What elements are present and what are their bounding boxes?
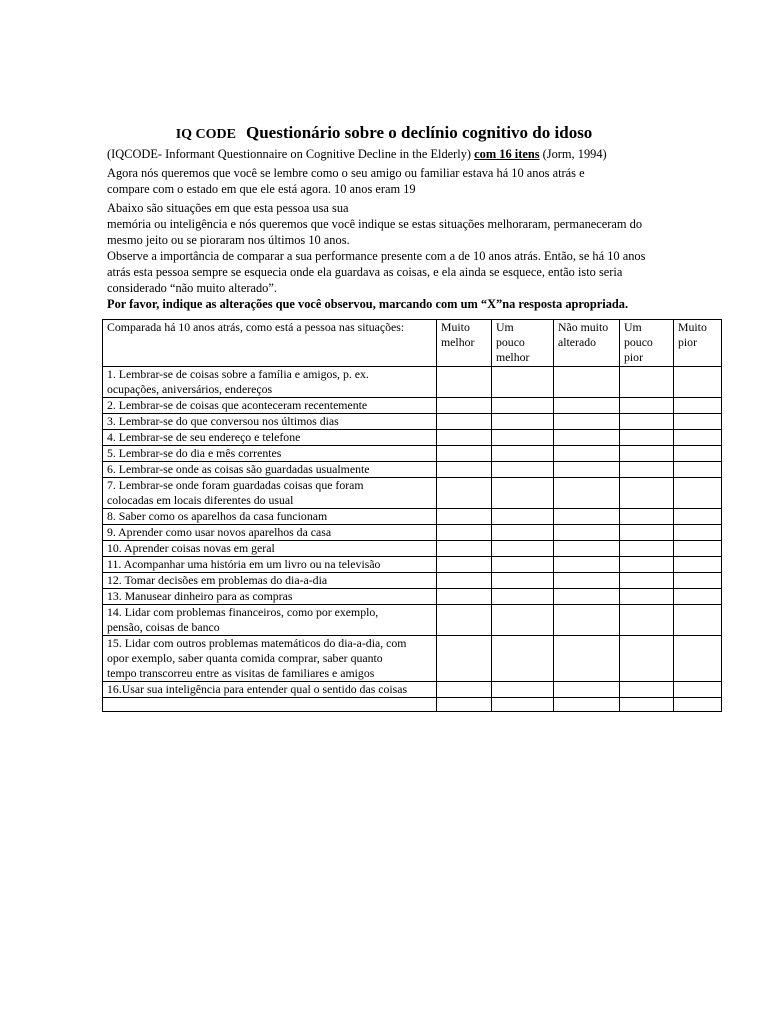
intro-line-source [107, 146, 667, 162]
answer-cell[interactable] [620, 605, 674, 636]
table-row [103, 430, 722, 446]
answer-cell[interactable] [554, 430, 620, 446]
table-row [103, 446, 722, 462]
answer-cell[interactable] [437, 509, 492, 525]
question-cell [103, 367, 437, 398]
answer-cell[interactable] [620, 462, 674, 478]
table-header-row [103, 320, 722, 367]
table-row [103, 462, 722, 478]
intro-p2-line: Observe a importância de comparar a sua performance presente com a de 10 anos atrás. Então, se há 10 anos [107, 249, 646, 263]
answer-cell[interactable] [492, 398, 554, 414]
option-label: Muito [441, 320, 470, 334]
question-text: 7. Lembrar-se onde foram guardadas coisas que foram [107, 478, 364, 492]
answer-cell[interactable] [437, 446, 492, 462]
intro-p1-line: compare com o estado em que ele está agora. 10 anos eram 19 [107, 182, 416, 196]
questionnaire-table [102, 319, 722, 712]
answer-cell[interactable] [620, 682, 674, 698]
question-text: colocadas em locais diferentes do usual [107, 493, 294, 507]
option-label: alterado [558, 335, 596, 349]
intro-p2-line: mesmo jeito ou se pioraram nos últimos 10 anos. [107, 233, 350, 247]
blank-cell [437, 698, 492, 712]
blank-cell [103, 698, 437, 712]
table-row [103, 525, 722, 541]
question-cell [103, 589, 437, 605]
answer-cell[interactable] [437, 478, 492, 509]
instruction-text: Por favor, indique as alterações que você observou, marcando com um “X”na resposta apropriada. [107, 297, 629, 311]
question-cell [103, 462, 437, 478]
answer-cell[interactable] [437, 414, 492, 430]
intro-p2-line: memória ou inteligência e nós queremos que você indique se estas situações melhoraram, permaneceram do [107, 217, 643, 231]
answer-cell[interactable] [674, 414, 722, 430]
header-option-muito-melhor [437, 320, 492, 367]
question-cell [103, 509, 437, 525]
table-row [103, 541, 722, 557]
answer-cell[interactable] [554, 509, 620, 525]
intro-text [107, 146, 667, 312]
answer-cell[interactable] [620, 573, 674, 589]
question-text: 9. Aprender como usar novos aparelhos da casa [107, 525, 332, 539]
answer-cell[interactable] [492, 430, 554, 446]
answer-cell[interactable] [674, 430, 722, 446]
question-text: tempo transcorreu entre as visitas de familiares e amigos [107, 666, 375, 680]
option-label: Não muito [558, 320, 609, 334]
option-label: Um [624, 320, 642, 334]
blank-cell [620, 698, 674, 712]
question-text: 11. Acompanhar uma história em um livro ou na televisão [107, 557, 381, 571]
answer-cell[interactable] [620, 557, 674, 573]
answer-cell[interactable] [620, 589, 674, 605]
question-text: 10. Aprender coisas novas em geral [107, 541, 275, 555]
answer-cell[interactable] [437, 682, 492, 698]
answer-cell[interactable] [492, 636, 554, 682]
intro-p1-line: Agora nós queremos que você se lembre como o seu amigo ou familiar estava há 10 anos atrás e [107, 166, 585, 180]
table-row [103, 367, 722, 398]
question-text: 13. Manusear dinheiro para as compras [107, 589, 293, 603]
answer-cell[interactable] [437, 430, 492, 446]
question-text: 3. Lembrar-se do que conversou nos últimos dias [107, 414, 339, 428]
answer-cell[interactable] [554, 525, 620, 541]
question-cell [103, 541, 437, 557]
question-text: 15. Lidar com outros problemas matemáticos do dia-a-dia, com [107, 636, 407, 650]
question-cell [103, 430, 437, 446]
answer-cell[interactable] [620, 446, 674, 462]
answer-cell[interactable] [620, 430, 674, 446]
answer-cell[interactable] [620, 478, 674, 509]
answer-cell[interactable] [674, 605, 722, 636]
answer-cell[interactable] [674, 398, 722, 414]
question-text: 6. Lembrar-se onde as coisas são guardadas usualmente [107, 462, 370, 476]
answer-cell[interactable] [554, 478, 620, 509]
answer-cell[interactable] [492, 446, 554, 462]
answer-cell[interactable] [492, 367, 554, 398]
intro-paragraph-2 [107, 200, 667, 296]
answer-cell[interactable] [674, 446, 722, 462]
answer-cell[interactable] [437, 636, 492, 682]
answer-cell[interactable] [674, 525, 722, 541]
intro-source-text: (IQCODE- Informant Questionnaire on Cognitive Decline in the Elderly) [107, 147, 475, 161]
answer-cell[interactable] [554, 367, 620, 398]
title-main: Questionário sobre o declínio cognitivo do idoso [245, 123, 593, 142]
header-option-um-pouco-pior [620, 320, 674, 367]
answer-cell[interactable] [674, 509, 722, 525]
question-text: 5. Lembrar-se do dia e mês correntes [107, 446, 282, 460]
header-question-cell [103, 320, 437, 367]
item-count-emphasis: com 16 itens [474, 147, 540, 161]
option-label: Muito [678, 320, 707, 334]
option-label: pior [624, 350, 644, 364]
question-text: 4. Lembrar-se de seu endereço e telefone [107, 430, 301, 444]
question-cell [103, 682, 437, 698]
answer-cell[interactable] [492, 525, 554, 541]
intro-citation: (Jorm, 1994) [539, 147, 607, 161]
blank-cell [674, 698, 722, 712]
intro-p2-line: atrás esta pessoa sempre se esquecia onde ela guardava as coisas, e ela ainda se esquece, então isto seria [107, 265, 623, 279]
answer-cell[interactable] [492, 462, 554, 478]
header-option-um-pouco-melhor [492, 320, 554, 367]
option-label: melhor [441, 335, 475, 349]
answer-cell[interactable] [674, 462, 722, 478]
blank-cell [492, 698, 554, 712]
answer-cell[interactable] [492, 509, 554, 525]
option-label: pior [678, 335, 698, 349]
answer-cell[interactable] [620, 509, 674, 525]
table-row [103, 478, 722, 509]
answer-cell[interactable] [554, 682, 620, 698]
table-row [103, 589, 722, 605]
answer-cell[interactable] [674, 573, 722, 589]
answer-cell[interactable] [554, 462, 620, 478]
answer-cell[interactable] [437, 541, 492, 557]
question-cell [103, 525, 437, 541]
answer-cell[interactable] [674, 367, 722, 398]
answer-cell[interactable] [674, 682, 722, 698]
document-title [0, 123, 768, 143]
answer-cell[interactable] [674, 557, 722, 573]
answer-cell[interactable] [554, 541, 620, 557]
answer-cell[interactable] [492, 605, 554, 636]
question-cell [103, 605, 437, 636]
answer-cell[interactable] [492, 573, 554, 589]
header-question-label: Comparada há 10 anos atrás, como está a pessoa nas situações: [107, 320, 405, 334]
blank-row [103, 698, 722, 712]
answer-cell[interactable] [492, 541, 554, 557]
question-text: ocupações, aniversários, endereços [107, 382, 273, 396]
answer-cell[interactable] [492, 478, 554, 509]
question-text: pensão, coisas de banco [107, 620, 220, 634]
answer-cell[interactable] [620, 525, 674, 541]
intro-p2-line: considerado “não muito alterado”. [107, 281, 277, 295]
blank-cell [554, 698, 620, 712]
answer-cell[interactable] [437, 573, 492, 589]
answer-cell[interactable] [437, 398, 492, 414]
option-label: pouco [496, 335, 525, 349]
answer-cell[interactable] [437, 367, 492, 398]
question-text: opor exemplo, saber quanta comida comprar, saber quanto [107, 651, 383, 665]
answer-cell[interactable] [620, 367, 674, 398]
answer-cell[interactable] [674, 478, 722, 509]
answer-cell[interactable] [437, 462, 492, 478]
answer-cell[interactable] [554, 414, 620, 430]
answer-cell[interactable] [554, 605, 620, 636]
answer-cell[interactable] [554, 446, 620, 462]
answer-cell[interactable] [554, 398, 620, 414]
question-text: 16.Usar sua inteligência para entender qual o sentido das coisas [107, 682, 408, 696]
answer-cell[interactable] [554, 573, 620, 589]
table-row [103, 573, 722, 589]
answer-cell[interactable] [554, 557, 620, 573]
question-cell [103, 446, 437, 462]
question-text: 8. Saber como os aparelhos da casa funcionam [107, 509, 328, 523]
answer-cell[interactable] [437, 557, 492, 573]
table-row [103, 557, 722, 573]
answer-cell[interactable] [437, 525, 492, 541]
answer-cell[interactable] [554, 589, 620, 605]
table-row [103, 605, 722, 636]
title-prefix: IQ CODE [175, 127, 236, 142]
question-text: 12. Tomar decisões em problemas do dia-a-dia [107, 573, 328, 587]
table-row [103, 509, 722, 525]
question-cell [103, 636, 437, 682]
intro-p2-line: Abaixo são situações em que esta pessoa usa sua [107, 201, 349, 215]
question-cell [103, 414, 437, 430]
question-text: 14. Lidar com problemas financeiros, como por exemplo, [107, 605, 379, 619]
question-cell [103, 557, 437, 573]
answer-cell[interactable] [492, 557, 554, 573]
question-text: 1. Lembrar-se de coisas sobre a família e amigos, p. ex. [107, 367, 369, 381]
answer-cell[interactable] [674, 636, 722, 682]
question-cell [103, 398, 437, 414]
answer-cell[interactable] [674, 541, 722, 557]
table-row [103, 682, 722, 698]
answer-cell[interactable] [492, 589, 554, 605]
answer-cell[interactable] [620, 541, 674, 557]
header-option-nao-muito-alterado [554, 320, 620, 367]
answer-cell[interactable] [437, 605, 492, 636]
answer-cell[interactable] [620, 398, 674, 414]
table-row [103, 636, 722, 682]
option-label: Um [496, 320, 514, 334]
answer-cell[interactable] [674, 589, 722, 605]
table-row [103, 398, 722, 414]
answer-cell[interactable] [620, 636, 674, 682]
header-option-muito-pior [674, 320, 722, 367]
option-label: melhor [496, 350, 530, 364]
table-row [103, 414, 722, 430]
option-label: pouco [624, 335, 653, 349]
question-cell [103, 478, 437, 509]
answer-cell[interactable] [554, 636, 620, 682]
answer-cell[interactable] [437, 589, 492, 605]
answer-cell[interactable] [492, 414, 554, 430]
question-cell [103, 573, 437, 589]
answer-cell[interactable] [492, 682, 554, 698]
answer-cell[interactable] [620, 414, 674, 430]
intro-paragraph-1 [107, 165, 667, 197]
question-text: 2. Lembrar-se de coisas que aconteceram recentemente [107, 398, 368, 412]
